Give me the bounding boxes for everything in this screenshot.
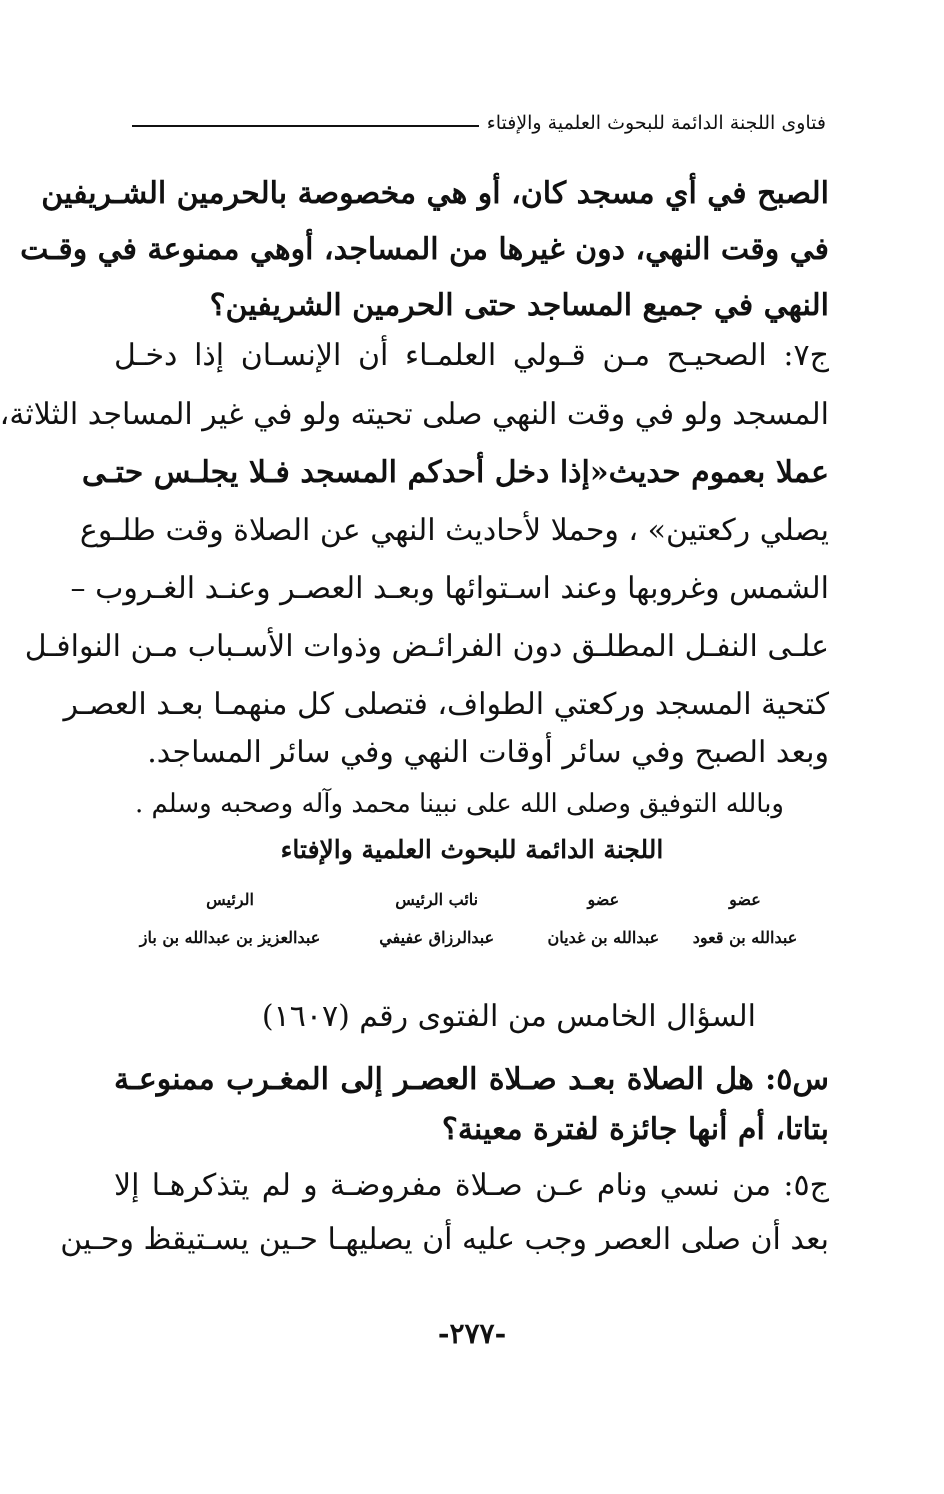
answer-line: ج٥: من نسي ونام عـن صـلاة مفروضـة و لم يتذكرهـا إلا [114,1168,829,1203]
signature-name: عبدالعزيز بن عبدالله بن باز [139,928,321,947]
committee-name: اللجنة الدائمة للبحوث العلمية والإفتاء [280,835,664,864]
signature-role: عضو [587,890,620,909]
answer-line: المسجد ولو في وقت النهي صلى تحيته ولو في غير المساجد الثلاثة، [0,397,829,432]
page-number: -٢٧٧- [437,1317,507,1350]
running-header [132,108,826,138]
signature-role: نائب الرئيس [395,890,479,909]
signature-name: عبدالله بن قعود [692,928,798,947]
book-title: فتاوى اللجنة الدائمة للبحوث العلمية والإفتاء [486,112,826,134]
signature-roles [130,890,800,918]
signature-role: الرئيس [206,890,254,909]
signature-names [130,928,800,956]
closing-prayer: وبالله التوفيق وصلى الله على نبينا محمد وآله وصحبه وسلم . [134,789,784,819]
fatwa-heading: السؤال الخامس من الفتوى رقم (١٦٠٧) [261,999,756,1034]
answer-line: الشمس وغروبها وعند اسـتوائها وبعـد العصـر وعنـد الغـروب – [70,571,829,606]
question-line: بتاتا، أم أنها جائزة لفترة معينة؟ [441,1112,829,1147]
answer-line: كتحية المسجد وركعتي الطواف، فتصلى كل منهمـا بعـد العصـر [63,687,829,722]
signature-name: عبدالله بن غديان [547,928,660,947]
signature-role: عضو [729,890,761,909]
answer-line: بعد أن صلى العصر وجب عليه أن يصليهـا حـين يسـتيقظ وحـين [60,1222,829,1257]
answer-line: علـى النفـل المطلـق دون الفرائـض وذوات الأسـباب مـن النوافـل [24,629,829,664]
question-line: النهي في جميع المساجد حتى الحرمين الشريفين؟ [209,288,829,323]
answer-line: يصلي ركعتين» ، وحملا لأحاديث النهي عن الصلاة وقت طلـوع [79,513,829,548]
signature-name: عبدالرزاق عفيفي [379,928,495,947]
header-rule [132,125,479,127]
question-line: س٥: هل الصلاة بعـد صـلاة العصـر إلى المغـرب ممنوعـة [114,1062,829,1097]
answer-line: ج٧: الصحيـح مـن قـولي العلمـاء أن الإنسـان إذا دخـل [114,338,829,373]
answer-line: عملا بعموم حديث«إذا دخل أحدكم المسجد فـلا يجلـس حتـى [81,455,829,490]
question-line: الصبح في أي مسجد كان، أو هي مخصوصة بالحرمين الشـريفين [41,176,829,211]
question-line: في وقت النهي، دون غيرها من المساجد، أوهي ممنوعة في وقـت [20,232,829,267]
answer-line: وبعد الصبح وفي سائر أوقات النهي وفي سائر المساجد. [147,735,829,770]
